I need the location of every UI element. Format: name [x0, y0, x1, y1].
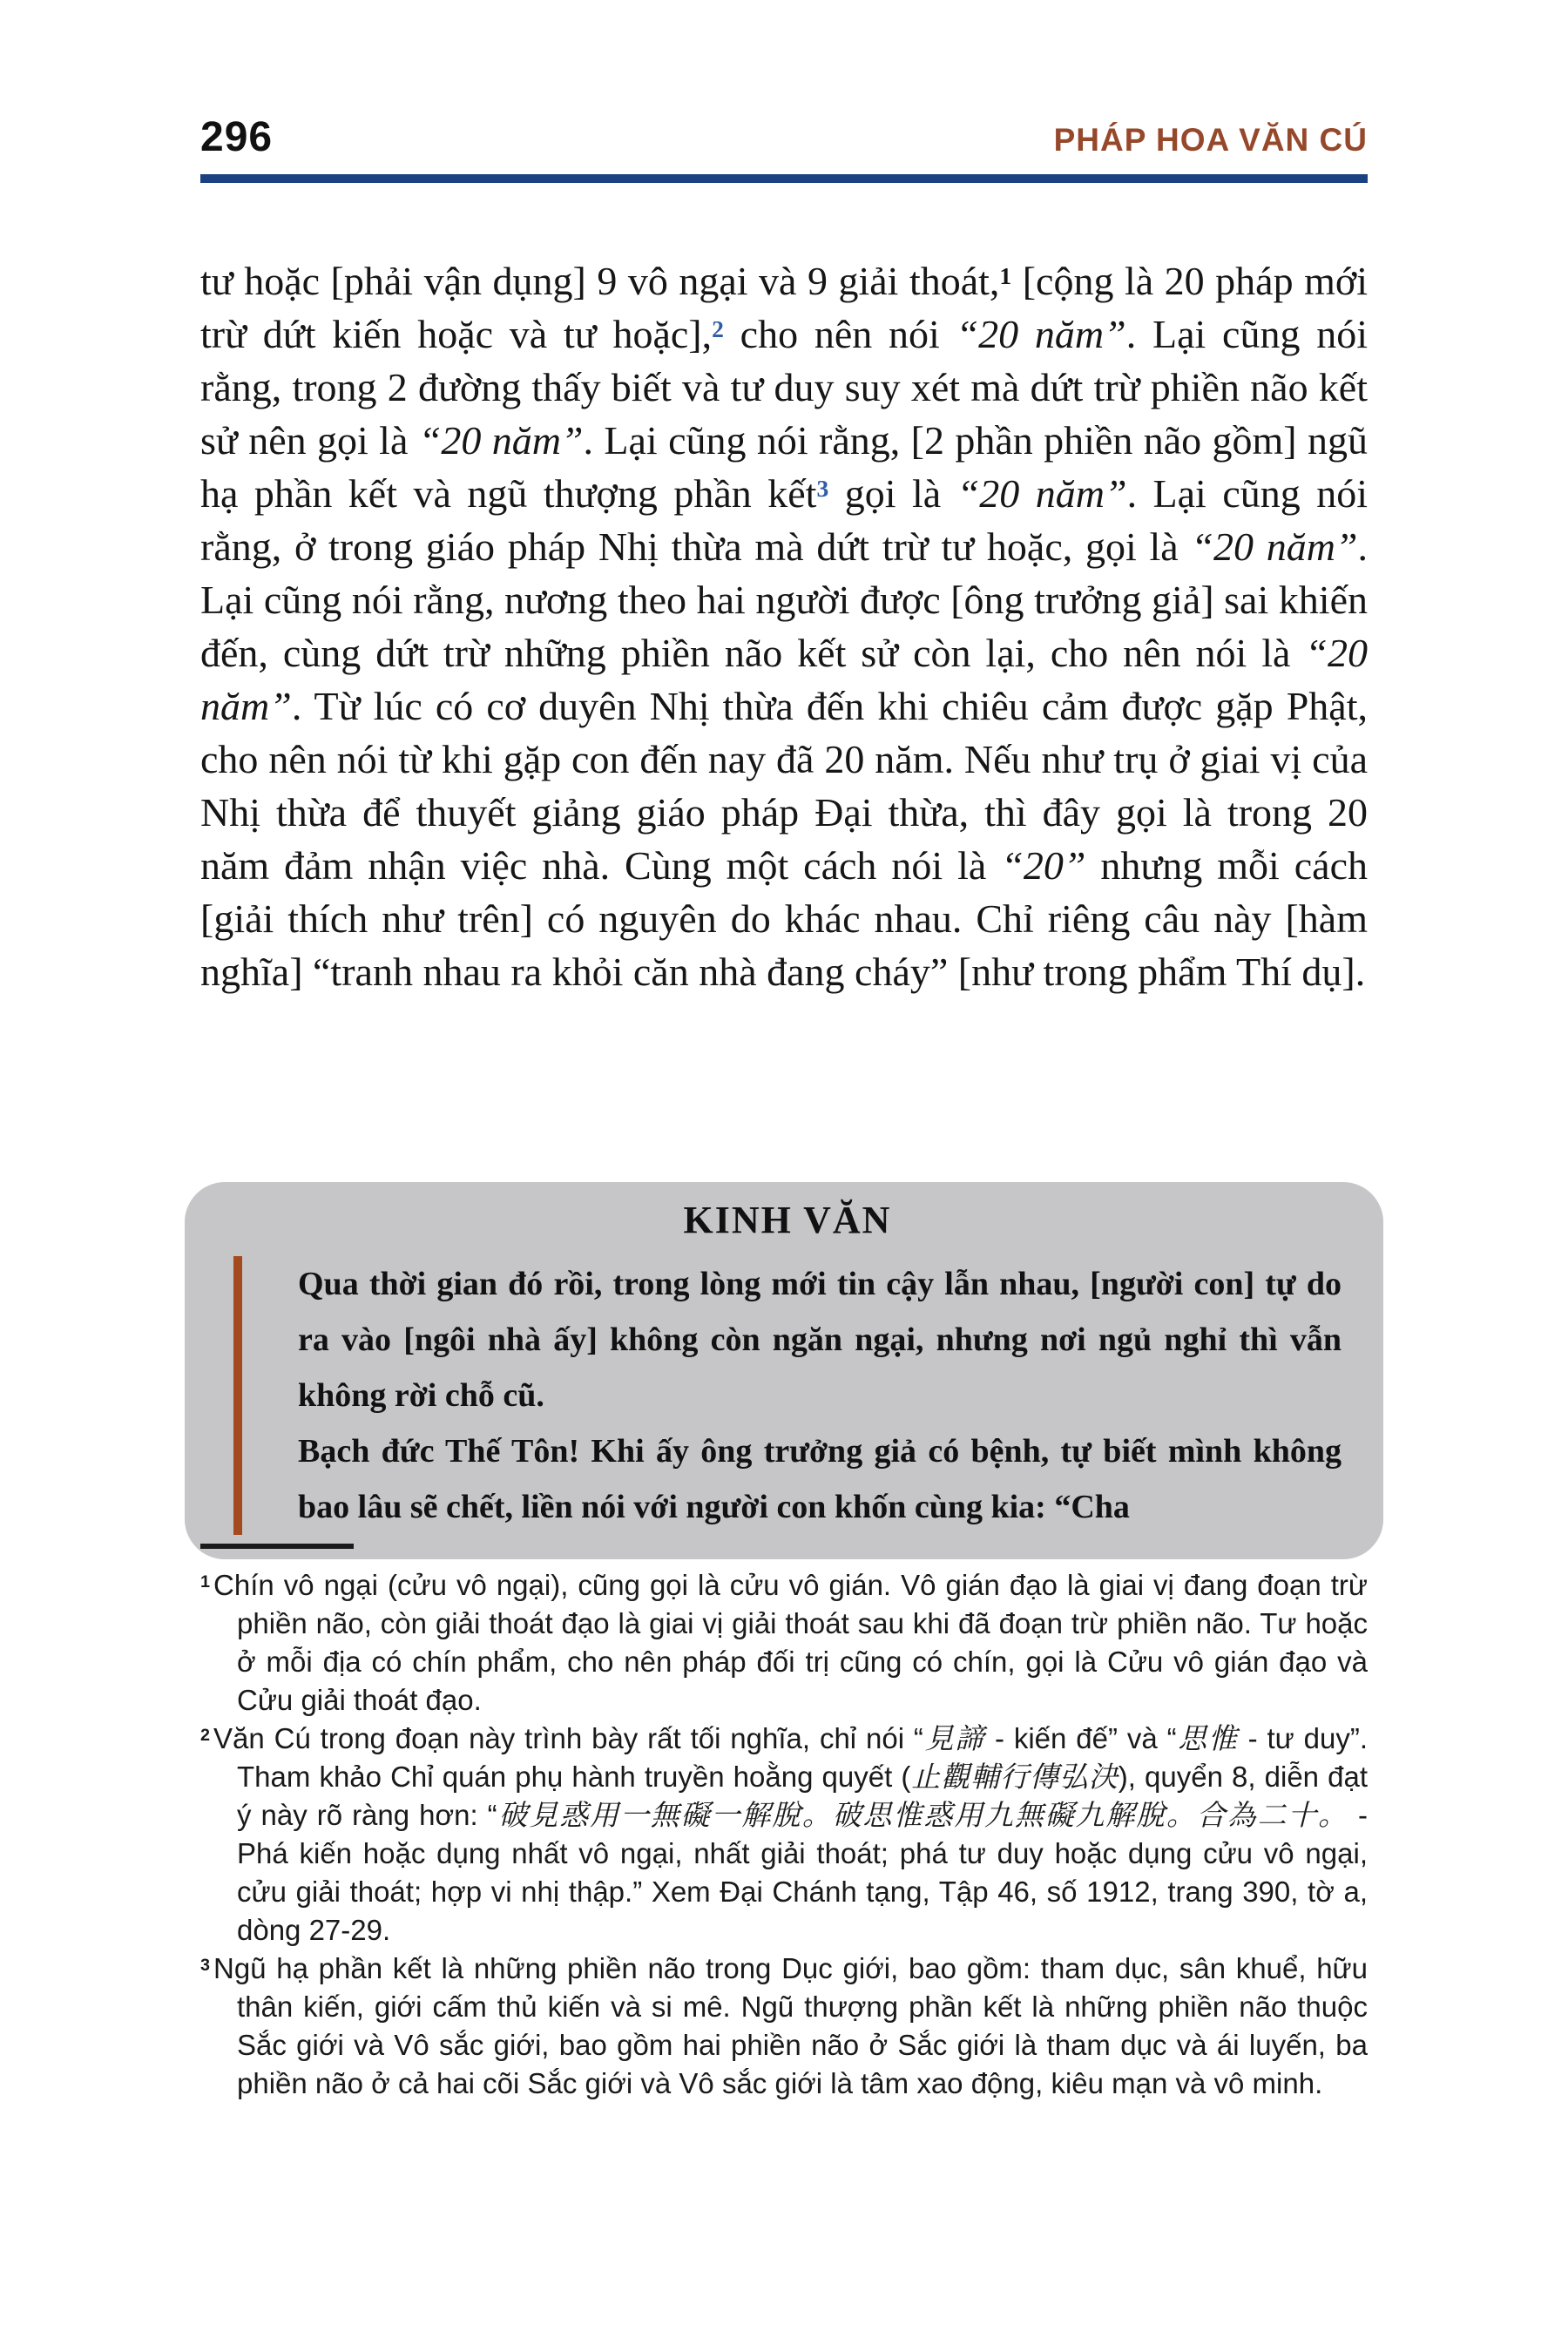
kinh-van-paragraph-1: Qua thời gian đó rồi, trong lòng mới tin cậy lẫn nhau, [người con] tự do ra vào [ngôi nhà ấy] không còn ngăn ngại, nhưng nơi ngủ nghỉ thì vẫn không rời chỗ cũ.: [298, 1266, 1342, 1414]
kinh-van-title: KINH VĂN: [683, 1199, 892, 1241]
footnote-marker: 1: [200, 1572, 211, 1592]
quote-left-bar: [233, 1256, 242, 1535]
footnote-separator: [200, 1544, 354, 1549]
footnotes: [200, 1566, 1368, 2103]
footnote-2: $^2$ Văn Cú trong đoạn này trình bày rất tối nghĩa, chỉ nói “見諦 - kiến đế” và “思惟 - tư duy”. Tham khảo Chỉ quán phụ hành truyền hoằng quyết (止觀輔行傳弘決), quyển 8, diễn đạt ý này rõ ràng hơn: “破見惑用一無礙一解脫。破思惟惑用九無礙九解脫。合為二十。 - Phá kiến hoặc dụng nhất vô ngại, nhất giải thoát; phá tư duy hoặc dụng cửu vô ngại, cửu giải thoát; hợp vi nhị thập.” Xem Đại Chánh tạng, Tập 46, số 1912, trang 390, tờ a, dòng 27-29.: [200, 1722, 1369, 1946]
kinh-van-content: [233, 1256, 1342, 1535]
footnote-marker: 3: [200, 1956, 211, 1976]
header-rule: [200, 174, 1368, 183]
kinh-van-paragraph-2: Bạch đức Thế Tôn! Khi ấy ông trưởng giả có bệnh, tự biết mình không bao lâu sẽ chết, liền nói với người con khốn cùng kia: “Cha: [298, 1433, 1342, 1525]
running-title: PHÁP HOA VĂN CÚ: [1053, 122, 1368, 158]
footnote-1: $^1$ Chín vô ngại (cửu vô ngại), cũng gọi là cửu vô gián. Vô gián đạo là giai vị đang đoạn trừ phiền não, còn giải thoát đạo là giai vị giải thoát sau khi đã đoạn trừ phiền não. Tư hoặc ở mỗi địa có chín phẩm, cho nên pháp đối trị cũng có chín, gọi là Cửu vô gián đạo và Cửu giải thoát đạo.: [200, 1569, 1368, 1716]
page-number: 296: [200, 114, 274, 160]
page-header: [200, 113, 1368, 161]
kinh-van-text: [298, 1256, 1342, 1535]
body-paragraph: tư hoặc [phải vận dụng] 9 vô ngại và 9 giải thoát,$^1$ [cộng là 20 pháp mới trừ dứt kiến hoặc và tư hoặc],$^2$ cho nên nói “20 năm”. Lại cũng nói rằng, trong 2 đường thấy biết và tư duy suy xét mà dứt trừ phiền não kết sử nên gọi là “20 năm”. Lại cũng nói rằng, [2 phần phiền não gồm] ngũ hạ phần kết và ngũ thượng phần kết$^3$ gọi là “20 năm”. Lại cũng nói rằng, ở trong giáo pháp Nhị thừa mà dứt trừ tư hoặc, gọi là “20 năm”. Lại cũng nói rằng, nương theo hai người được [ông trưởng giả] sai khiến đến, cùng dứt trừ những phiền não kết sử còn lại, cho nên nói là “20 năm”. Từ lúc có cơ duyên Nhị thừa đến khi chiêu cảm được gặp Phật, cho nên nói từ khi gặp con đến nay đã 20 năm. Nếu như trụ ở giai vị của Nhị thừa để thuyết giảng giáo pháp Đại thừa, thì đây gọi là trong 20 năm đảm nhận việc nhà. Cùng một cách nói là “20” nhưng mỗi cách [giải thích như trên] có nguyên do khác nhau. Chỉ riêng câu này [hàm nghĩa] “tranh nhau ra khỏi căn nhà đang cháy” [như trong phẩm Thí dụ].: [200, 259, 1368, 994]
footnote-3: $^3$ Ngũ hạ phần kết là những phiền não trong Dục giới, bao gồm: tham dục, sân khuể, hữu thân kiến, giới cấm thủ kiến và si mê. Ngũ thượng phần kết là những phiền não thuộc Sắc giới và Vô sắc giới, bao gồm hai phiền não ở Sắc giới là tham dục và ái luyến, ba phiền não ở cả hai cõi Sắc giới và Vô sắc giới là tâm xao động, kiêu mạn và vô minh.: [200, 1952, 1368, 2099]
kinh-van-box: [185, 1182, 1383, 1559]
footnote-marker: 2: [200, 1726, 211, 1746]
